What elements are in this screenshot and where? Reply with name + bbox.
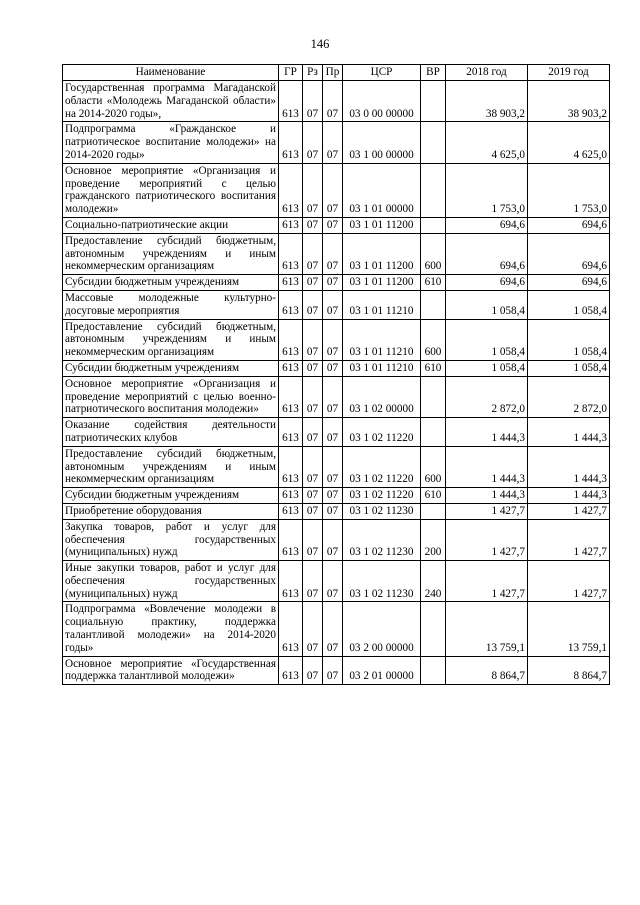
- cell-vr: [421, 217, 446, 233]
- cell-2019: 1 427,7: [528, 503, 610, 519]
- cell-gr: 613: [279, 275, 303, 291]
- cell-vr: [421, 418, 446, 447]
- cell-csr: 03 1 00 00000: [343, 122, 421, 163]
- cell-2019: 1 753,0: [528, 163, 610, 217]
- cell-vr: [421, 290, 446, 319]
- cell-name: Подпрограмма «Гражданское и патриотическое воспитание молодежи» на 2014-2020 годы»: [63, 122, 279, 163]
- cell-pr: 07: [323, 290, 343, 319]
- table-row: [63, 503, 610, 519]
- cell-gr: 613: [279, 488, 303, 504]
- cell-vr: [421, 163, 446, 217]
- cell-2018: 1 753,0: [446, 163, 528, 217]
- cell-name: Приобретение оборудования: [63, 503, 279, 519]
- cell-csr: 03 1 01 11210: [343, 360, 421, 376]
- cell-2018: 1 427,7: [446, 503, 528, 519]
- table-row: [63, 163, 610, 217]
- cell-rz: 07: [303, 360, 323, 376]
- cell-vr: [421, 81, 446, 122]
- table-row: [63, 81, 610, 122]
- cell-name: Субсидии бюджетным учреждениям: [63, 488, 279, 504]
- cell-csr: 03 1 02 11220: [343, 418, 421, 447]
- cell-pr: 07: [323, 122, 343, 163]
- cell-pr: 07: [323, 503, 343, 519]
- cell-name: Основное мероприятие «Организация и проведение мероприятий с целью военно-патриотического воспитания молодежи»: [63, 376, 279, 417]
- cell-rz: 07: [303, 163, 323, 217]
- cell-gr: 613: [279, 418, 303, 447]
- cell-2018: 4 625,0: [446, 122, 528, 163]
- cell-rz: 07: [303, 561, 323, 602]
- cell-csr: 03 1 01 11210: [343, 319, 421, 360]
- cell-2018: 38 903,2: [446, 81, 528, 122]
- cell-rz: 07: [303, 290, 323, 319]
- cell-gr: 613: [279, 519, 303, 560]
- header-2018: 2018 год: [446, 65, 528, 81]
- cell-2018: 1 444,3: [446, 446, 528, 487]
- cell-name: Государственная программа Магаданской области «Молодежь Магаданской области» на 2014-2020 годы»,: [63, 81, 279, 122]
- cell-2019: 1 444,3: [528, 418, 610, 447]
- cell-csr: 03 1 01 00000: [343, 163, 421, 217]
- cell-vr: 600: [421, 319, 446, 360]
- cell-gr: 613: [279, 217, 303, 233]
- cell-csr: 03 0 00 00000: [343, 81, 421, 122]
- cell-vr: 610: [421, 275, 446, 291]
- cell-2019: 1 427,7: [528, 519, 610, 560]
- table-row: [63, 446, 610, 487]
- cell-name: Предоставление субсидий бюджетным, автономным учреждениям и иным некоммерческим организациям: [63, 319, 279, 360]
- cell-gr: 613: [279, 656, 303, 685]
- cell-pr: 07: [323, 519, 343, 560]
- table-header: [63, 65, 610, 81]
- cell-pr: 07: [323, 488, 343, 504]
- cell-2019: 13 759,1: [528, 602, 610, 656]
- cell-2018: 1 058,4: [446, 319, 528, 360]
- cell-2019: 694,6: [528, 233, 610, 274]
- cell-pr: 07: [323, 275, 343, 291]
- table-row: [63, 418, 610, 447]
- cell-vr: [421, 656, 446, 685]
- cell-pr: 07: [323, 446, 343, 487]
- cell-rz: 07: [303, 446, 323, 487]
- table-row: [63, 360, 610, 376]
- cell-2019: 1 427,7: [528, 561, 610, 602]
- cell-csr: 03 1 02 11220: [343, 446, 421, 487]
- cell-gr: 613: [279, 360, 303, 376]
- cell-2019: 694,6: [528, 217, 610, 233]
- cell-name: Подпрограмма «Вовлечение молодежи в социальную практику, поддержка талантливой молодежи» на 2014-2020 годы»: [63, 602, 279, 656]
- table-row: [63, 561, 610, 602]
- cell-rz: 07: [303, 319, 323, 360]
- cell-name: Субсидии бюджетным учреждениям: [63, 275, 279, 291]
- cell-2019: 8 864,7: [528, 656, 610, 685]
- header-name: Наименование: [63, 65, 279, 81]
- cell-gr: 613: [279, 503, 303, 519]
- cell-rz: 07: [303, 233, 323, 274]
- cell-gr: 613: [279, 122, 303, 163]
- cell-rz: 07: [303, 488, 323, 504]
- cell-vr: 240: [421, 561, 446, 602]
- cell-2018: 8 864,7: [446, 656, 528, 685]
- page-number: 146: [310, 37, 330, 51]
- cell-pr: 07: [323, 217, 343, 233]
- cell-name: Закупка товаров, работ и услуг для обеспечения государственных (муниципальных) нужд: [63, 519, 279, 560]
- cell-2019: 4 625,0: [528, 122, 610, 163]
- table-row: [63, 290, 610, 319]
- cell-pr: 07: [323, 656, 343, 685]
- cell-gr: 613: [279, 561, 303, 602]
- cell-csr: 03 1 01 11210: [343, 290, 421, 319]
- cell-csr: 03 2 01 00000: [343, 656, 421, 685]
- cell-csr: 03 1 02 11230: [343, 561, 421, 602]
- cell-rz: 07: [303, 81, 323, 122]
- cell-2018: 13 759,1: [446, 602, 528, 656]
- cell-pr: 07: [323, 561, 343, 602]
- cell-pr: 07: [323, 319, 343, 360]
- cell-2018: 1 058,4: [446, 290, 528, 319]
- table-row: [63, 519, 610, 560]
- cell-name: Основное мероприятие «Государственная поддержка талантливой молодежи»: [63, 656, 279, 685]
- cell-gr: 613: [279, 319, 303, 360]
- cell-csr: 03 1 01 11200: [343, 275, 421, 291]
- cell-name: Массовые молодежные культурно-досуговые мероприятия: [63, 290, 279, 319]
- cell-rz: 07: [303, 602, 323, 656]
- cell-pr: 07: [323, 81, 343, 122]
- cell-name: Субсидии бюджетным учреждениям: [63, 360, 279, 376]
- cell-vr: 600: [421, 233, 446, 274]
- cell-gr: 613: [279, 602, 303, 656]
- cell-name: Социально-патриотические акции: [63, 217, 279, 233]
- cell-vr: [421, 602, 446, 656]
- cell-csr: 03 1 01 11200: [343, 233, 421, 274]
- header-gr: ГР: [279, 65, 303, 81]
- cell-name: Предоставление субсидий бюджетным, автономным учреждениям и иным некоммерческим организациям: [63, 446, 279, 487]
- table-row: [63, 275, 610, 291]
- table-row: [63, 122, 610, 163]
- cell-pr: 07: [323, 418, 343, 447]
- header-pr: Пр: [323, 65, 343, 81]
- cell-rz: 07: [303, 275, 323, 291]
- table-body: [63, 81, 610, 685]
- cell-csr: 03 1 01 11200: [343, 217, 421, 233]
- cell-vr: 200: [421, 519, 446, 560]
- cell-2019: 1 058,4: [528, 290, 610, 319]
- cell-2018: 1 444,3: [446, 418, 528, 447]
- table-row: [63, 602, 610, 656]
- cell-gr: 613: [279, 81, 303, 122]
- cell-gr: 613: [279, 290, 303, 319]
- cell-rz: 07: [303, 122, 323, 163]
- cell-2018: 1 058,4: [446, 360, 528, 376]
- cell-csr: 03 1 02 11230: [343, 503, 421, 519]
- header-rz: Рз: [303, 65, 323, 81]
- cell-rz: 07: [303, 418, 323, 447]
- cell-gr: 613: [279, 163, 303, 217]
- cell-2019: 1 444,3: [528, 446, 610, 487]
- cell-name: Иные закупки товаров, работ и услуг для обеспечения государственных (муниципальных) нужд: [63, 561, 279, 602]
- cell-2018: 1 427,7: [446, 519, 528, 560]
- cell-2019: 1 444,3: [528, 488, 610, 504]
- cell-2018: 2 872,0: [446, 376, 528, 417]
- cell-name: Оказание содействия деятельности патриотических клубов: [63, 418, 279, 447]
- cell-csr: 03 1 02 11230: [343, 519, 421, 560]
- cell-2019: 2 872,0: [528, 376, 610, 417]
- cell-2018: 694,6: [446, 233, 528, 274]
- budget-table: [62, 64, 610, 685]
- cell-2018: 694,6: [446, 275, 528, 291]
- table-row: [63, 319, 610, 360]
- cell-2018: 1 427,7: [446, 561, 528, 602]
- header-vr: ВР: [421, 65, 446, 81]
- cell-csr: 03 1 02 11220: [343, 488, 421, 504]
- cell-rz: 07: [303, 519, 323, 560]
- cell-gr: 613: [279, 376, 303, 417]
- cell-rz: 07: [303, 376, 323, 417]
- table-row: [63, 488, 610, 504]
- header-row: [63, 65, 610, 81]
- cell-vr: [421, 122, 446, 163]
- cell-gr: 613: [279, 446, 303, 487]
- cell-vr: [421, 376, 446, 417]
- cell-pr: 07: [323, 360, 343, 376]
- cell-vr: [421, 503, 446, 519]
- cell-gr: 613: [279, 233, 303, 274]
- cell-rz: 07: [303, 503, 323, 519]
- cell-pr: 07: [323, 602, 343, 656]
- cell-2018: 694,6: [446, 217, 528, 233]
- header-2019: 2019 год: [528, 65, 610, 81]
- cell-vr: 600: [421, 446, 446, 487]
- cell-pr: 07: [323, 233, 343, 274]
- cell-2019: 694,6: [528, 275, 610, 291]
- cell-2018: 1 444,3: [446, 488, 528, 504]
- cell-csr: 03 1 02 00000: [343, 376, 421, 417]
- table-row: [63, 217, 610, 233]
- cell-rz: 07: [303, 217, 323, 233]
- cell-2019: 38 903,2: [528, 81, 610, 122]
- cell-name: Предоставление субсидий бюджетным, автономным учреждениям и иным некоммерческим организациям: [63, 233, 279, 274]
- cell-2019: 1 058,4: [528, 319, 610, 360]
- cell-vr: 610: [421, 360, 446, 376]
- table-row: [63, 376, 610, 417]
- cell-vr: 610: [421, 488, 446, 504]
- cell-pr: 07: [323, 163, 343, 217]
- cell-rz: 07: [303, 656, 323, 685]
- table-row: [63, 656, 610, 685]
- cell-pr: 07: [323, 376, 343, 417]
- cell-name: Основное мероприятие «Организация и проведение мероприятий с целью гражданского патриотического воспитания молодежи»: [63, 163, 279, 217]
- header-csr: ЦСР: [343, 65, 421, 81]
- table-row: [63, 233, 610, 274]
- cell-csr: 03 2 00 00000: [343, 602, 421, 656]
- cell-2019: 1 058,4: [528, 360, 610, 376]
